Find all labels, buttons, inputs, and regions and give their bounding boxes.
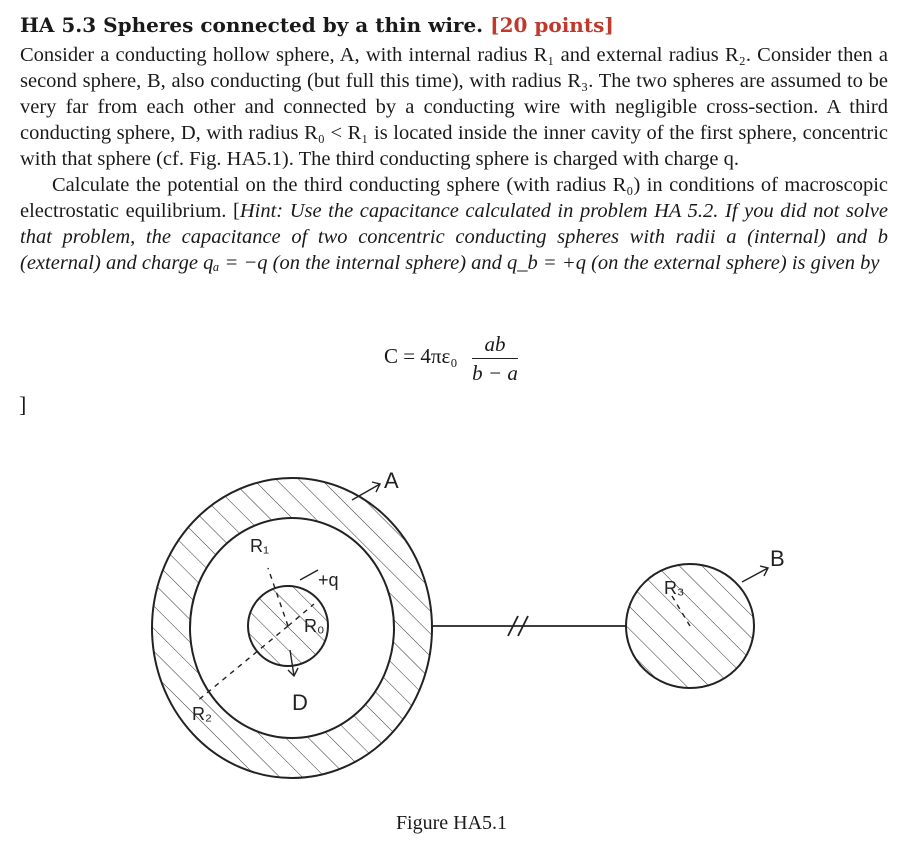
label-b: B xyxy=(770,546,785,571)
label-r0: R₀ xyxy=(304,616,325,636)
problem-heading xyxy=(20,8,888,42)
equation-numerator: ab xyxy=(484,332,506,356)
connecting-wire xyxy=(432,616,626,636)
problem-text xyxy=(20,8,888,276)
fraction-bar xyxy=(472,358,518,359)
paragraph-2-main: Calculate the potential on the third conducting sphere (with radius R₀) in conditions of macroscopic electrostatic equilibrium. [ xyxy=(20,174,888,222)
equation-lhs: C = 4πε₀ xyxy=(384,344,458,368)
figure-caption: Figure HA5.1 xyxy=(395,812,508,834)
paragraph-2 xyxy=(20,172,888,276)
label-a: A xyxy=(384,468,399,493)
label-r3: R₃ xyxy=(664,578,685,598)
paragraph-2-hint: Hint: Use the capacitance calculated in problem HA 5.2. If you did not solve that problem, the capacitance of two concentric conducting spheres with radii a (internal) and b (external) and charge qₐ = −q (on the internal sphere) and q_b = +q (on the external sphere) is given by xyxy=(20,200,889,274)
problem-title: HA 5.3 Spheres connected by a thin wire. xyxy=(20,13,484,37)
label-charge: +q xyxy=(318,570,339,590)
label-r1: R₁ xyxy=(250,536,270,556)
closing-bracket: ] xyxy=(19,392,27,417)
paragraph-1: Consider a conducting hollow sphere, A, with internal radius R₁ and external radius R₂. Consider then a second sphere, B, also conducting (but full this time), with radius R₃. The two spheres are assumed to be very far from each other and connected by a conducting wire with negligible cross-section. A third conducting sphere, D, with radius R₀ < R₁ is located inside the inner cavity of the first sphere, concentric with that sphere (cf. Fig. HA5.1). The third conducting sphere is charged with charge q. xyxy=(20,44,888,170)
equation-fraction xyxy=(472,332,518,385)
label-d: D xyxy=(292,690,308,715)
equation-denominator: b − a xyxy=(472,361,518,385)
figure-ha5-1 xyxy=(0,440,903,800)
problem-points: [20 points] xyxy=(490,13,614,37)
label-r2: R₂ xyxy=(192,704,212,724)
